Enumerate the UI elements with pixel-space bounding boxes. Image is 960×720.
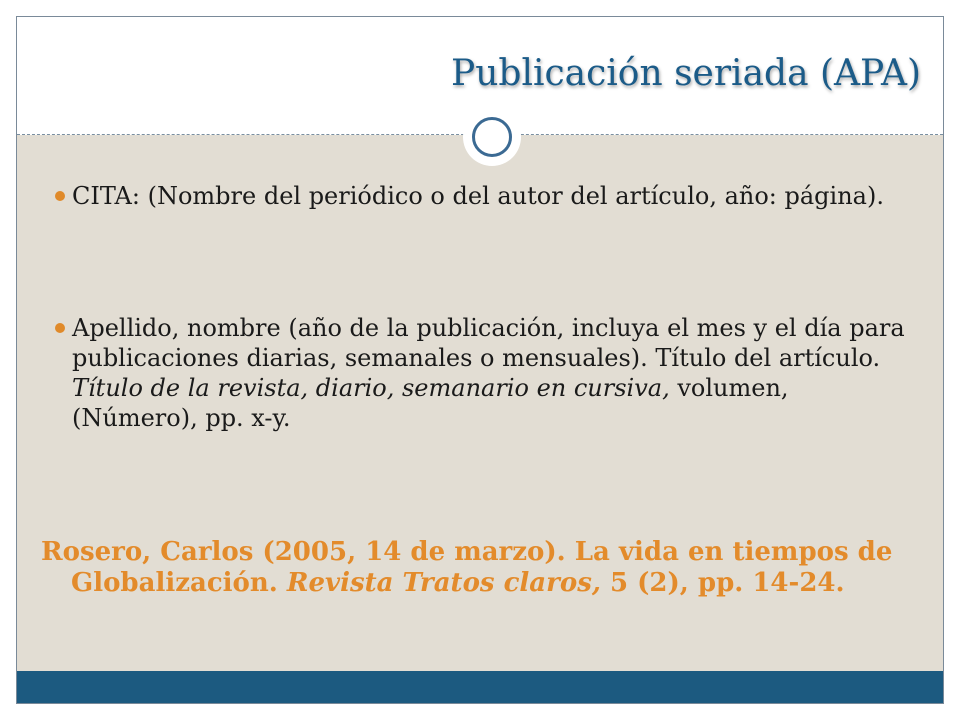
bullet-dot-icon xyxy=(55,191,65,201)
reference-italic-part: Revista Tratos claros, xyxy=(286,568,601,598)
bullet-item-cita xyxy=(55,181,905,211)
slide-content xyxy=(17,135,943,671)
slide-title: Publicación seriada (APA) xyxy=(450,53,921,94)
circle-ornament-icon xyxy=(463,108,521,166)
bullet-item-format xyxy=(55,313,905,433)
bullet-text-part: volumen, (Número), pp. x-y. xyxy=(72,374,789,432)
example-reference xyxy=(41,537,931,599)
bullet-text-italic-part: Título de la revista, diario, semanario en cursiva, xyxy=(72,374,670,402)
bullet-text-format xyxy=(55,313,905,433)
bullet-text-cita xyxy=(55,181,905,211)
ring-shape xyxy=(472,117,512,157)
example-reference-text xyxy=(41,537,931,599)
slide xyxy=(16,16,944,704)
bullet-text-part: CITA: (Nombre del periódico o del autor del artículo, año: página). xyxy=(72,182,884,210)
reference-part: Rosero, Carlos (2005, 14 de marzo). La vida en tiempos de Globalización. xyxy=(41,537,893,598)
reference-part: 5 (2), pp. 14-24. xyxy=(600,568,845,598)
bullet-dot-icon xyxy=(55,323,65,333)
footer-bar xyxy=(17,671,943,703)
bullet-text-part: Apellido, nombre (año de la publicación, incluya el mes y el día para publicaciones diarias, semanales o mensuales). Título del artículo. xyxy=(72,314,905,372)
